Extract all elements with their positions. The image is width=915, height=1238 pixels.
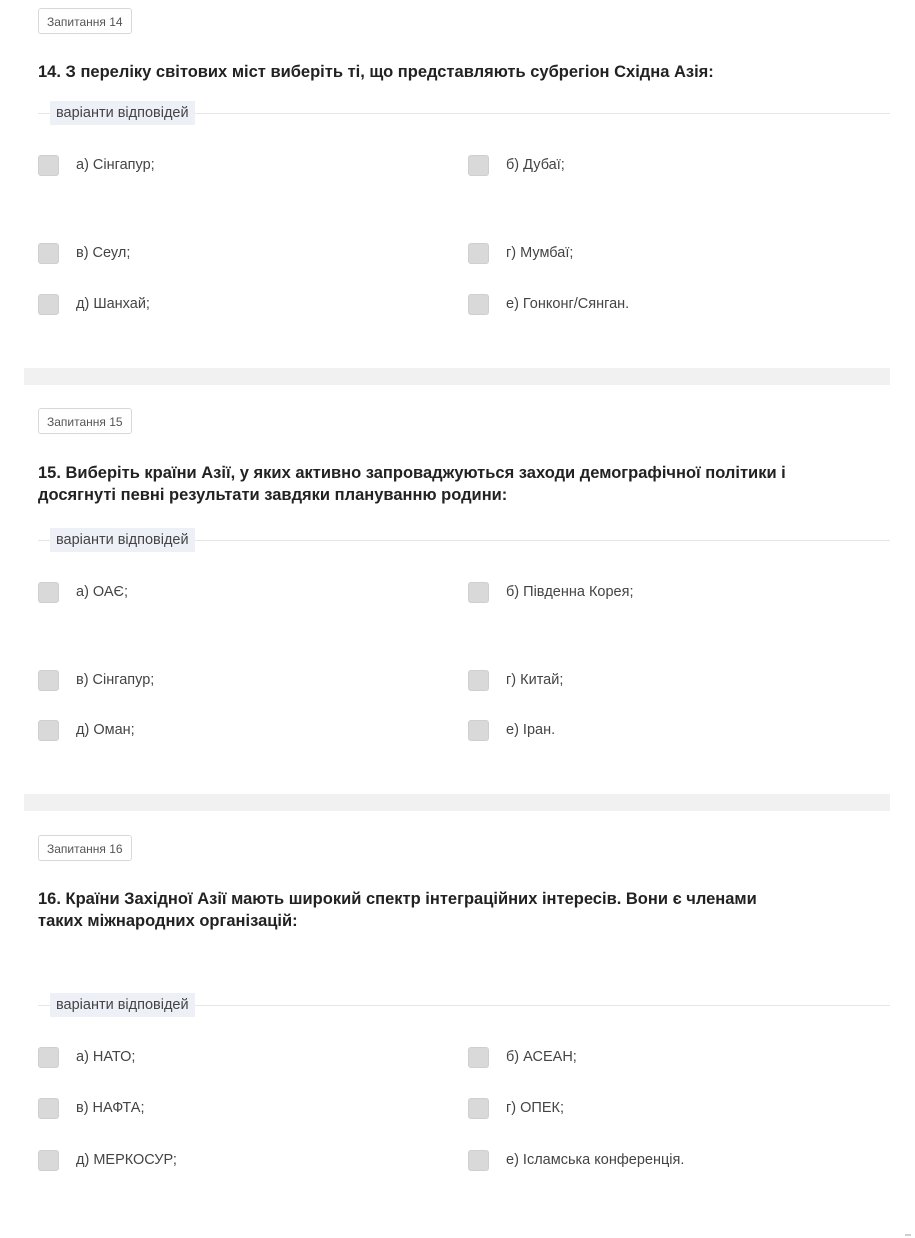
answer-label: д) Оман; bbox=[76, 722, 135, 738]
question-number-badge: Запитання 16 bbox=[38, 835, 132, 861]
answer-option-b[interactable] bbox=[468, 153, 565, 177]
answer-label: е) Ісламська конференція. bbox=[506, 1152, 685, 1168]
answer-checkbox[interactable] bbox=[468, 670, 489, 691]
answer-checkbox[interactable] bbox=[468, 1098, 489, 1119]
answer-option-v[interactable] bbox=[38, 1096, 145, 1120]
question-15 bbox=[24, 395, 890, 795]
answer-label: б) Дубаї; bbox=[506, 157, 565, 173]
answer-option-b[interactable] bbox=[468, 580, 634, 604]
answer-checkbox[interactable] bbox=[468, 1047, 489, 1068]
answer-label: е) Гонконг/Сянган. bbox=[506, 296, 630, 312]
answer-checkbox[interactable] bbox=[38, 155, 59, 176]
answer-checkbox[interactable] bbox=[38, 243, 59, 264]
answer-checkbox[interactable] bbox=[38, 582, 59, 603]
answer-option-e[interactable] bbox=[468, 718, 555, 742]
answer-checkbox[interactable] bbox=[468, 243, 489, 264]
question-number-badge: Запитання 15 bbox=[38, 408, 132, 434]
page-corner-mark bbox=[905, 1234, 911, 1236]
answer-label: а) Сінгапур; bbox=[76, 157, 155, 173]
answers-legend: варіанти відповідей bbox=[50, 528, 195, 552]
question-separator bbox=[24, 368, 890, 385]
answer-label: б) АСЕАН; bbox=[506, 1049, 577, 1065]
question-number-badge: Запитання 14 bbox=[38, 8, 132, 34]
question-title-line: досягнуті певні результати завдяки плануванню родини: bbox=[38, 486, 508, 504]
answer-label: г) Мумбаї; bbox=[506, 245, 574, 261]
answer-option-e[interactable] bbox=[468, 1148, 684, 1172]
answer-option-a[interactable] bbox=[38, 580, 128, 604]
answer-checkbox[interactable] bbox=[468, 1150, 489, 1171]
answer-checkbox[interactable] bbox=[468, 582, 489, 603]
question-16 bbox=[24, 822, 890, 1222]
answer-label: д) МЕРКОСУР; bbox=[76, 1152, 177, 1168]
answer-label: а) ОАЄ; bbox=[76, 584, 129, 600]
question-title bbox=[38, 888, 890, 932]
answer-label: г) Китай; bbox=[506, 672, 564, 688]
answer-checkbox[interactable] bbox=[38, 1098, 59, 1119]
answer-label: г) ОПЕК; bbox=[506, 1100, 564, 1116]
answer-label: б) Південна Корея; bbox=[506, 584, 634, 600]
question-title-line: 15. Виберіть країни Азії, у яких активно запроваджуються заходи демографічної політики і bbox=[38, 464, 786, 482]
answer-label: д) Шанхай; bbox=[76, 296, 150, 312]
question-title bbox=[38, 462, 890, 506]
question-title-line: 16. Країни Західної Азії мають широкий спектр інтеграційних інтересів. Вони є членами bbox=[38, 890, 757, 908]
answer-option-e[interactable] bbox=[468, 292, 629, 316]
question-separator bbox=[24, 794, 890, 811]
answer-checkbox[interactable] bbox=[38, 1150, 59, 1171]
answer-checkbox[interactable] bbox=[468, 294, 489, 315]
answer-checkbox[interactable] bbox=[38, 1047, 59, 1068]
answer-label: в) Сінгапур; bbox=[76, 672, 155, 688]
answer-checkbox[interactable] bbox=[38, 720, 59, 741]
answer-option-a[interactable] bbox=[38, 1045, 135, 1069]
question-title-line: таких міжнародних організацій: bbox=[38, 912, 298, 930]
answer-option-v[interactable] bbox=[38, 668, 154, 692]
answer-option-g[interactable] bbox=[468, 241, 573, 265]
question-14 bbox=[24, 0, 890, 370]
answer-option-d[interactable] bbox=[38, 292, 150, 316]
answer-option-d[interactable] bbox=[38, 1148, 177, 1172]
answer-option-d[interactable] bbox=[38, 718, 135, 742]
answer-label: а) НАТО; bbox=[76, 1049, 136, 1065]
answer-checkbox[interactable] bbox=[38, 294, 59, 315]
answers-legend: варіанти відповідей bbox=[50, 993, 195, 1017]
answer-checkbox[interactable] bbox=[468, 720, 489, 741]
answer-option-g[interactable] bbox=[468, 1096, 564, 1120]
answer-label: в) Сеул; bbox=[76, 245, 131, 261]
answer-option-g[interactable] bbox=[468, 668, 563, 692]
answer-checkbox[interactable] bbox=[468, 155, 489, 176]
answer-label: в) НАФТА; bbox=[76, 1100, 145, 1116]
answers-legend: варіанти відповідей bbox=[50, 101, 195, 125]
answer-option-v[interactable] bbox=[38, 241, 130, 265]
question-title: 14. З переліку світових міст виберіть ті, що представляють субрегіон Східна Азія: bbox=[38, 63, 714, 81]
answer-option-a[interactable] bbox=[38, 153, 155, 177]
answer-checkbox[interactable] bbox=[38, 670, 59, 691]
answer-option-b[interactable] bbox=[468, 1045, 577, 1069]
answer-label: е) Іран. bbox=[506, 722, 556, 738]
